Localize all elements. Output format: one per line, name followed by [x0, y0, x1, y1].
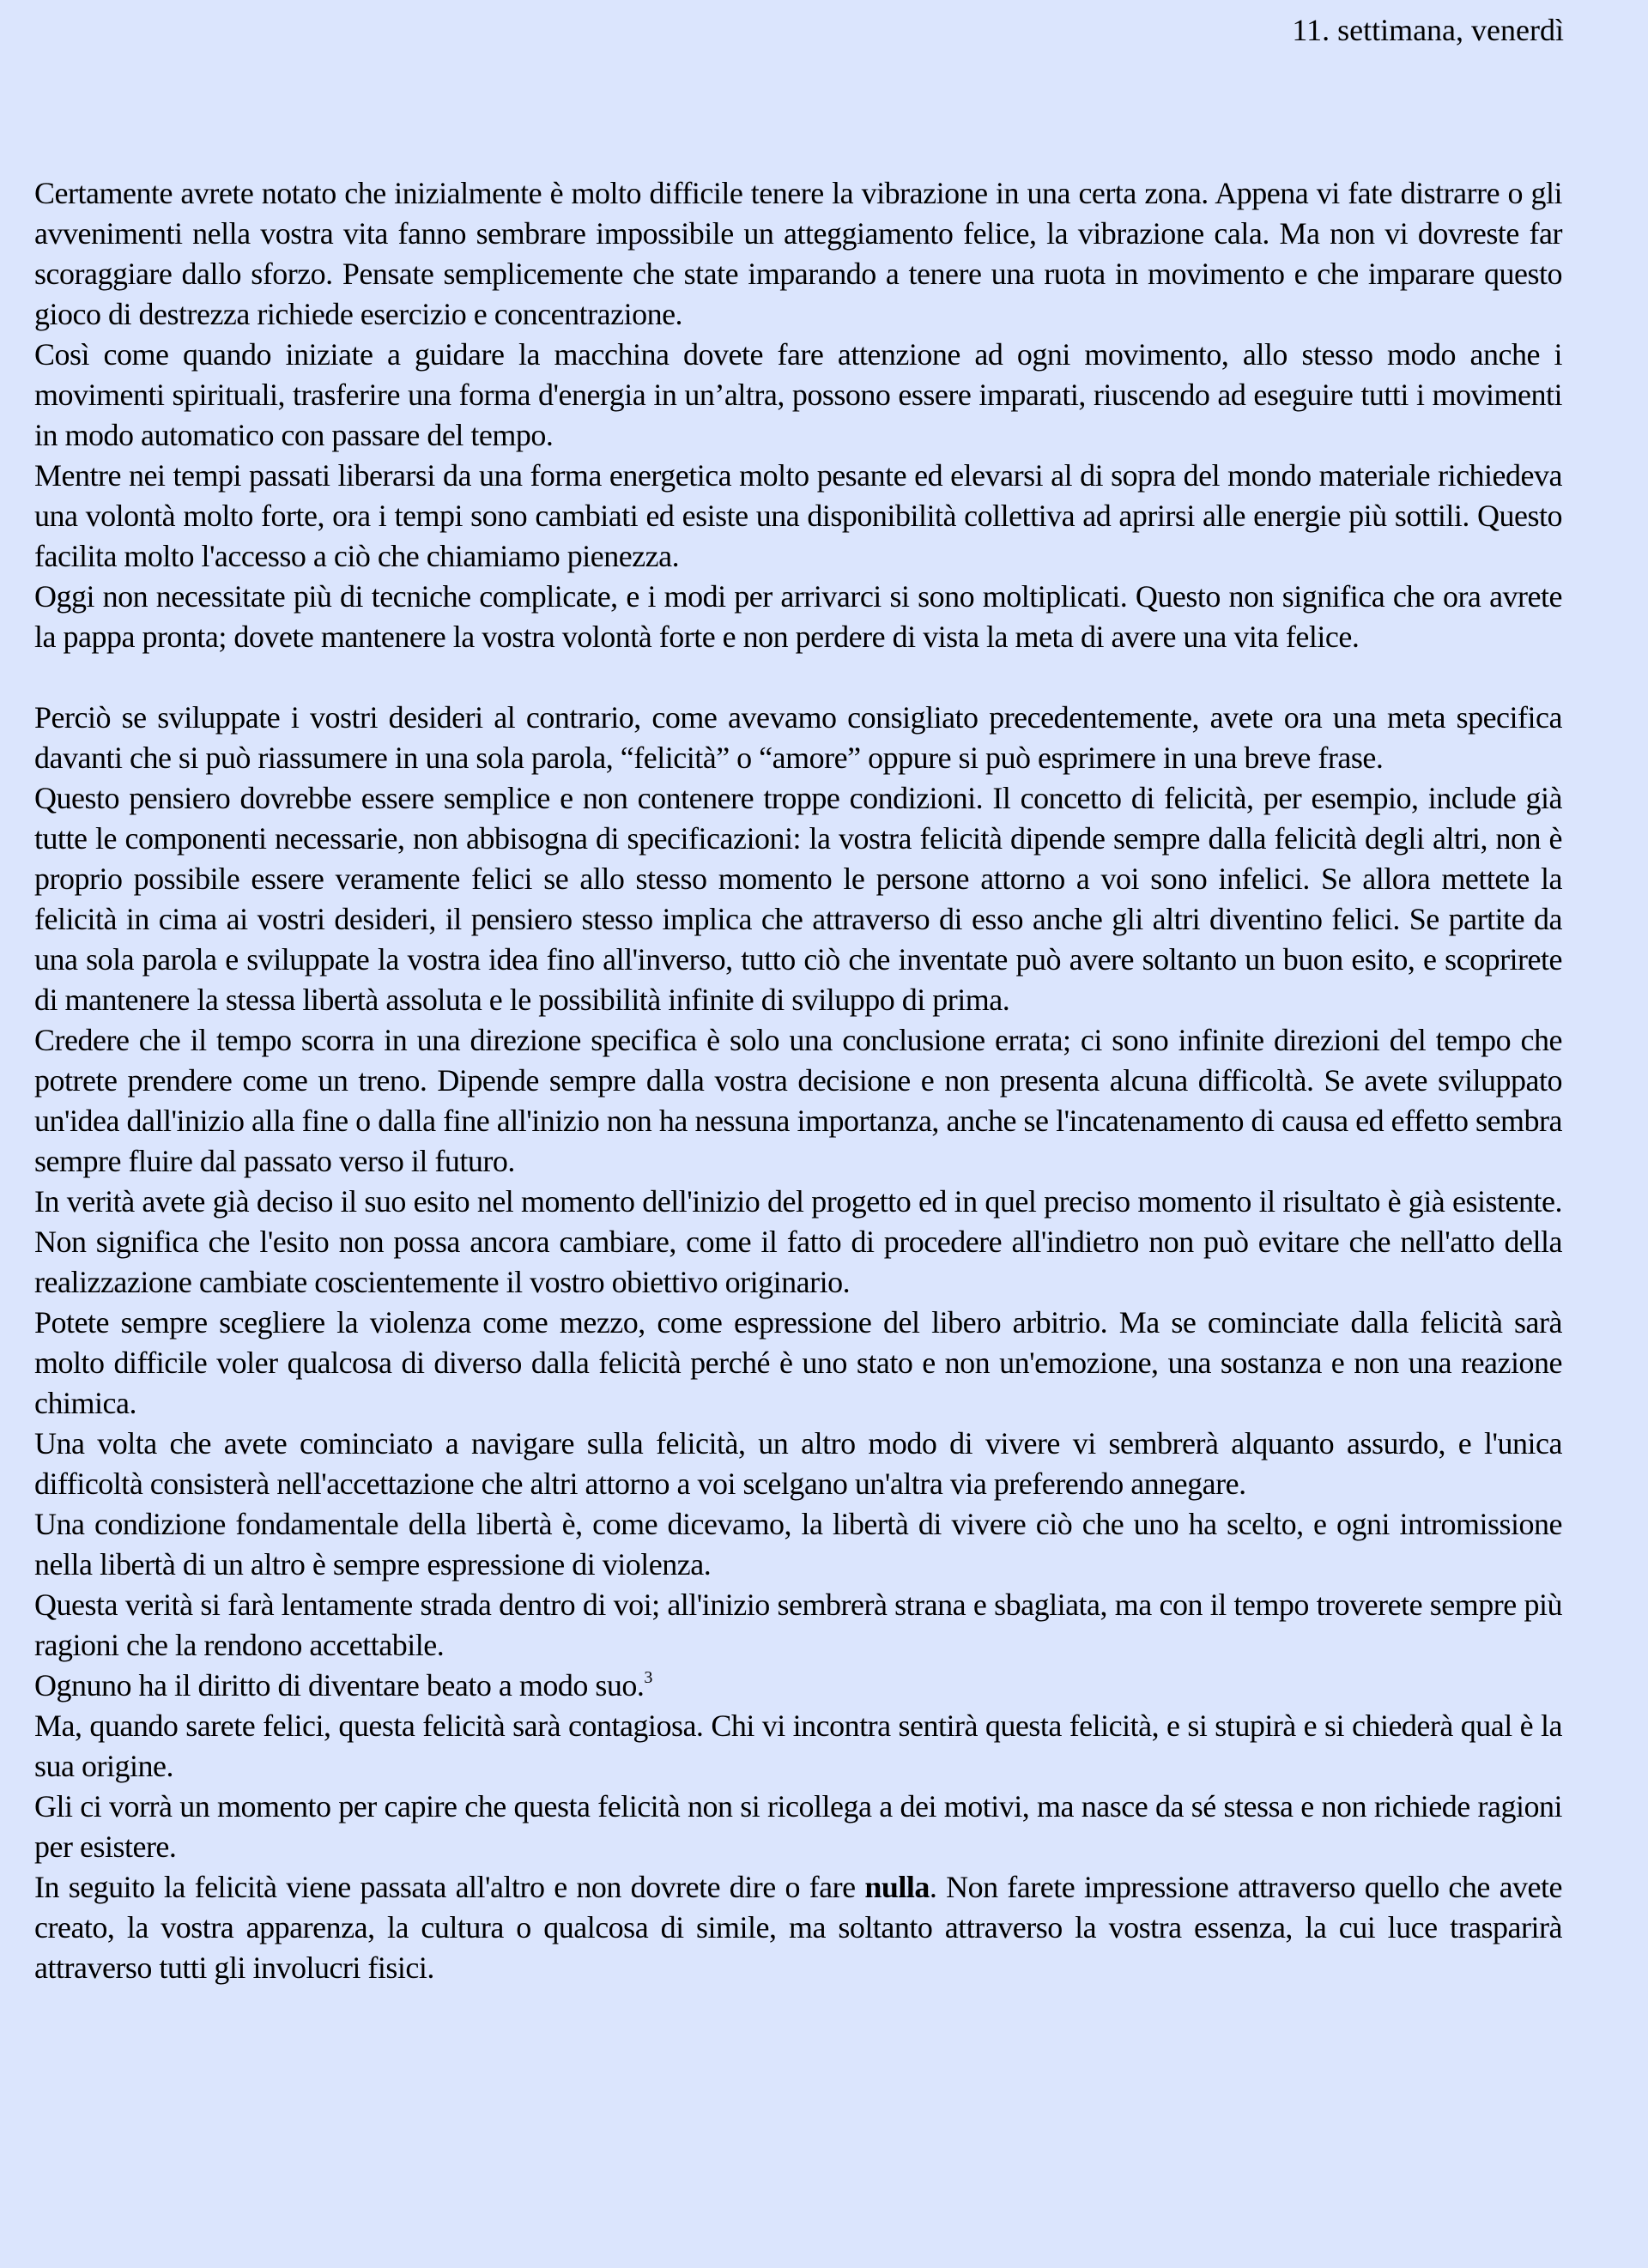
- paragraph: Ma, quando sarete felici, questa felicità sarà contagiosa. Chi vi incontra sentirà questa felicità, e si stupirà e si chiederà qual è la sua origine.: [34, 1709, 1562, 1783]
- bold-emphasis: nulla: [864, 1870, 930, 1904]
- paragraph: Una condizione fondamentale della libertà è, come dicevamo, la libertà di vivere ciò che uno ha scelto, e ogni intromissione nella libertà di un altro è sempre espressione di violenza.: [34, 1507, 1562, 1582]
- final-paragraph: [34, 1867, 1562, 1988]
- paragraph: Mentre nei tempi passati liberarsi da una forma energetica molto pesante ed elevarsi al di sopra del mondo materiale richiedeva una volontà molto forte, ora i tempi sono cambiati ed esiste una disponibilità collettiva ad aprirsi alle energie più sottili. Questo facilita molto l'accesso a ciò che chiamiamo pienezza.: [34, 458, 1562, 573]
- footnote-mark[interactable]: 3: [644, 1668, 652, 1687]
- page-header-date: 11. settimana, venerdì: [1292, 13, 1564, 47]
- document-body: [34, 173, 1562, 1988]
- sentence: Ognuno ha il diritto di diventare beato a modo suo.: [34, 1668, 645, 1703]
- text-before-bold: In seguito la felicità viene passata all'altro e non dovrete dire o fare: [34, 1870, 865, 1904]
- paragraph: Certamente avrete notato che inizialmente è molto difficile tenere la vibrazione in una certa zona. Appena vi fate distrarre o gli avvenimenti nella vostra vita fanno sembrare impossibile un atteggiamento felice, la vibrazione cala. Ma non vi dovreste far scoraggiare dallo sforzo. Pensate semplicemente che state imparando a tenere una ruota in movimento e che imparare questo gioco di destrezza richiede esercizio e concentrazione.: [34, 176, 1562, 331]
- paragraph-with-footnote: [34, 1666, 1562, 1706]
- paragraph: Gli ci vorrà un momento per capire che questa felicità non si ricollega a dei motivi, ma nasce da sé stessa e non richiede ragioni per esistere.: [34, 1789, 1562, 1864]
- paragraph: Perciò se sviluppate i vostri desideri al contrario, come avevamo consigliato precedentemente, avete ora una meta specifica davanti che si può riassumere in una sola parola, “felicità” o “amore” oppure si può esprimere in una breve frase.: [34, 700, 1562, 775]
- paragraph: Una volta che avete cominciato a navigare sulla felicità, un altro modo di vivere vi sembrerà alquanto assurdo, e l'unica difficoltà consisterà nell'accettazione che altri attorno a voi scelgano un'altra via preferendo annegare.: [34, 1426, 1562, 1501]
- paragraph-spacer: [34, 657, 1562, 698]
- paragraph: Questo pensiero dovrebbe essere semplice e non contenere troppe condizioni. Il concetto di felicità, per esempio, include già tutte le componenti necessarie, non abbisogna di specificazioni: la vostra felicità dipende sempre dalla felicità degli altri, non è proprio possibile essere veramente felici se allo stesso momento le persone attorno a voi sono infelici. Se allora mettete la felicità in cima ai vostri desideri, il pensiero stesso implica che attraverso di esso anche gli altri diventino felici. Se partite da una sola parola e sviluppate la vostra idea fino all'inverso, tutto ciò che inventate può avere soltanto un buon esito, e scoprirete di mantenere la stessa libertà assoluta e le possibilità infinite di sviluppo di prima.: [34, 781, 1562, 1017]
- paragraph: Questa verità si farà lentamente strada dentro di voi; all'inizio sembrerà strana e sbagliata, ma con il tempo troverete sempre più ragioni che la rendono accettabile.: [34, 1588, 1562, 1662]
- paragraph: Credere che il tempo scorra in una direzione specifica è solo una conclusione errata; ci sono infinite direzioni del tempo che potrete prendere come un treno. Dipende sempre dalla vostra decisione e non presenta alcuna difficoltà. Se avete sviluppato un'idea dall'inizio alla fine o dalla fine all'inizio non ha nessuna importanza, anche se l'incatenamento di causa ed effetto sembra sempre fluire dal passato verso il futuro.: [34, 1023, 1562, 1178]
- paragraph: Così come quando iniziate a guidare la macchina dovete fare attenzione ad ogni movimento, allo stesso modo anche i movimenti spirituali, trasferire una forma d'energia in un’altra, possono essere imparati, riuscendo ad eseguire tutti i movimenti in modo automatico con passare del tempo.: [34, 337, 1562, 452]
- text-after-bold: . Non farete impressione attraverso quello che avete creato, la vostra apparenza, la cultura o qualcosa di simile, ma soltanto attraverso la vostra essenza, la cui luce trasparirà attraverso tutti gli involucri fisici.: [34, 1870, 1563, 1985]
- paragraph: Oggi non necessitate più di tecniche complicate, e i modi per arrivarci si sono moltiplicati. Questo non significa che ora avrete la pappa pronta; dovete mantenere la vostra volontà forte e non perdere di vista la meta di avere una vita felice.: [34, 579, 1562, 654]
- paragraph: Potete sempre scegliere la violenza come mezzo, come espressione del libero arbitrio. Ma se cominciate dalla felicità sarà molto difficile voler qualcosa di diverso dalla felicità perché è uno stato e non un'emozione, una sostanza e non una reazione chimica.: [34, 1305, 1562, 1420]
- paragraph: In verità avete già deciso il suo esito nel momento dell'inizio del progetto ed in quel preciso momento il risultato è già esistente. Non significa che l'esito non possa ancora cambiare, come il fatto di procedere all'indietro non può evitare che nell'atto della realizzazione cambiate coscientemente il vostro obiettivo originario.: [34, 1184, 1562, 1299]
